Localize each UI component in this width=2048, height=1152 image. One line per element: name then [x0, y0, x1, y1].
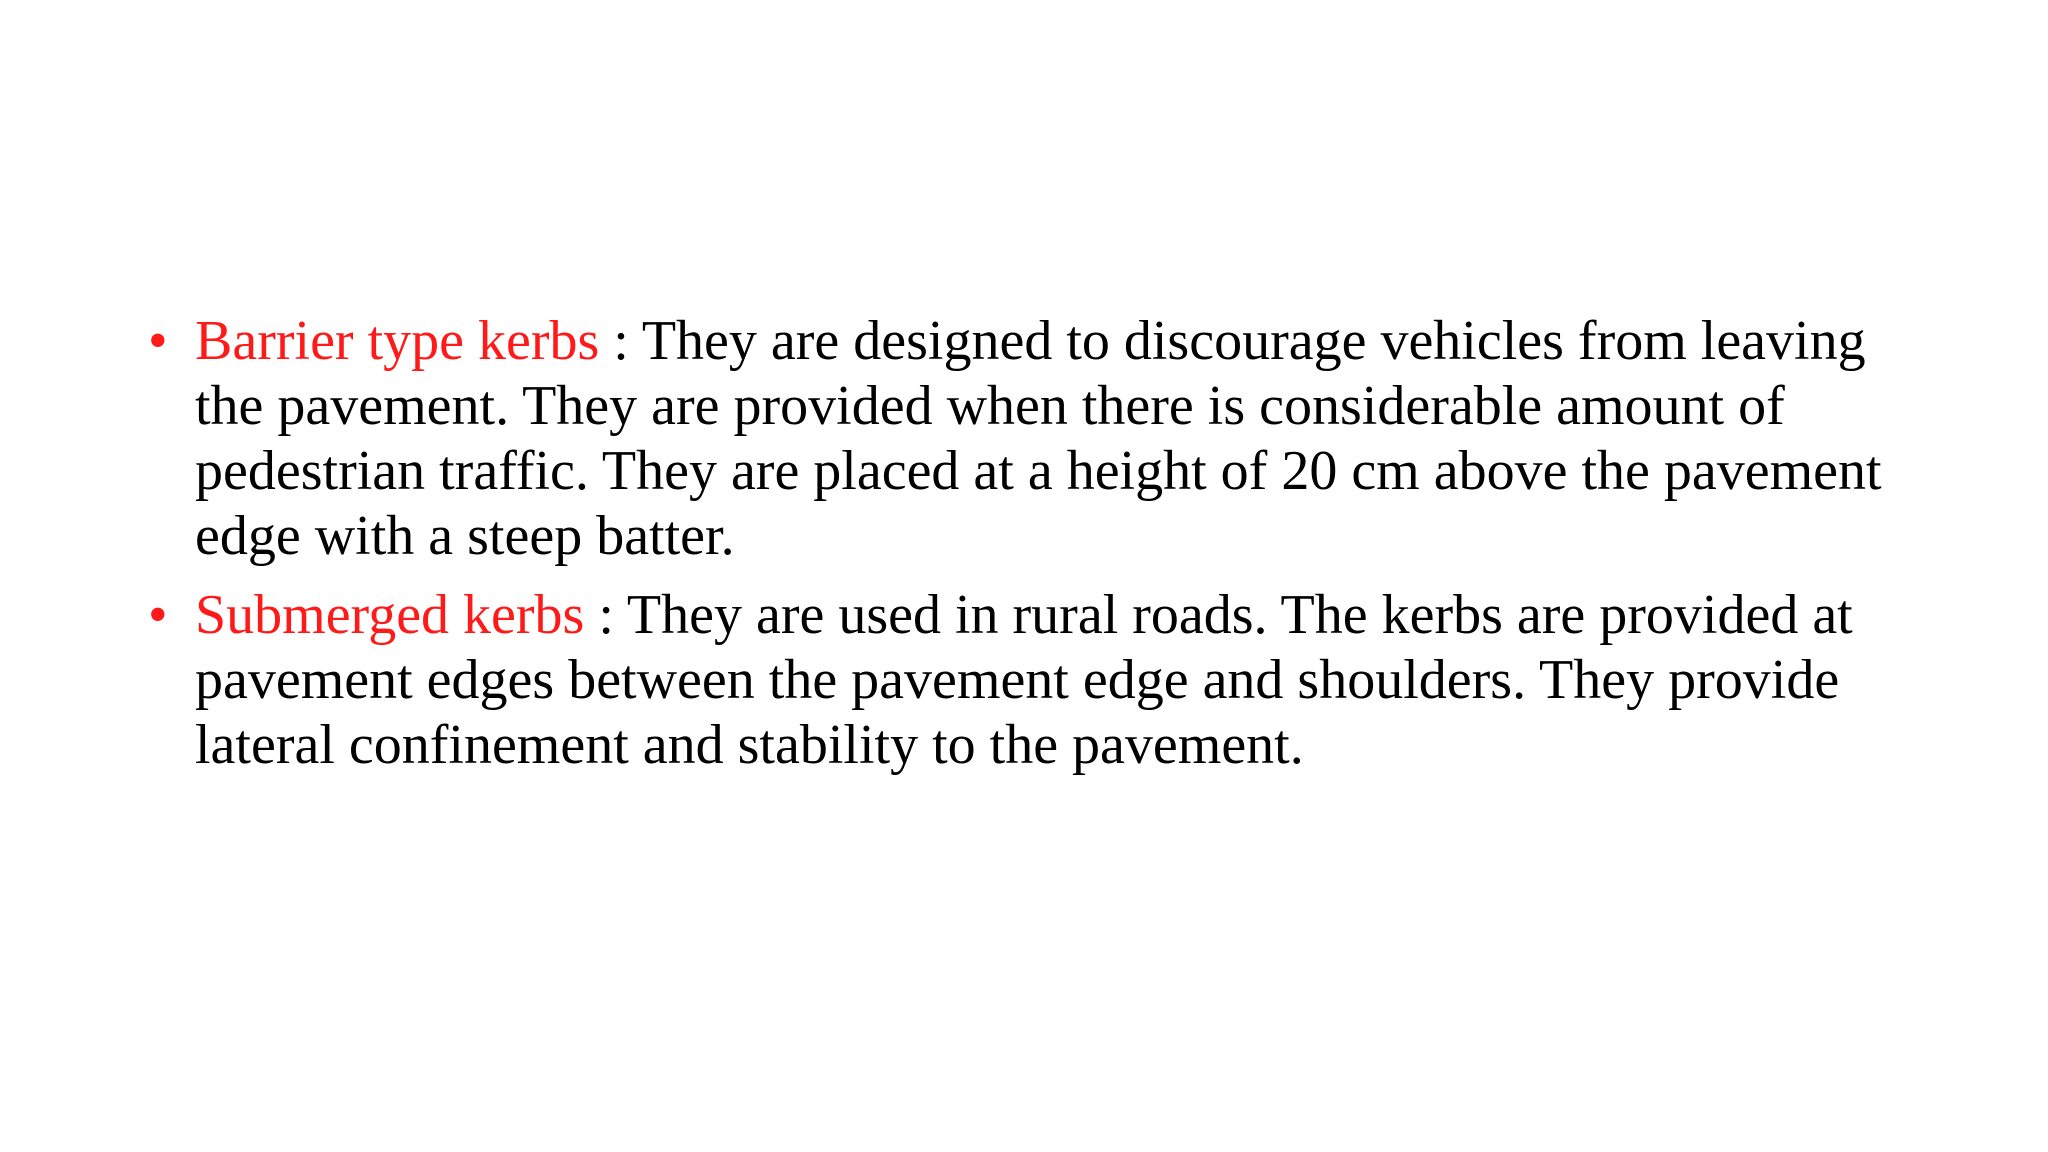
bullet-item-submerged-kerbs — [148, 583, 1888, 778]
bullet-icon: • — [148, 310, 168, 372]
slide-content — [148, 309, 1888, 792]
bullet-item-barrier-kerbs — [148, 309, 1888, 569]
term-submerged-kerbs: Submerged kerbs — [195, 584, 585, 646]
description-barrier-type-kerbs: : They are designed to discourage vehicles from leaving the pavement. They are provided when there is considerable amount of pedestrian traffic. They are placed at a height of 20 cm above the pavement edge with a steep batter. — [195, 310, 1882, 567]
term-barrier-type-kerbs: Barrier type kerbs — [195, 310, 600, 372]
bullet-icon: • — [148, 584, 168, 646]
description-submerged-kerbs: : They are used in rural roads. The kerbs are provided at pavement edges between the pavement edge and shoulders. They provide lateral confinement and stability to the pavement. — [195, 584, 1853, 776]
bullet-list — [148, 309, 1888, 778]
